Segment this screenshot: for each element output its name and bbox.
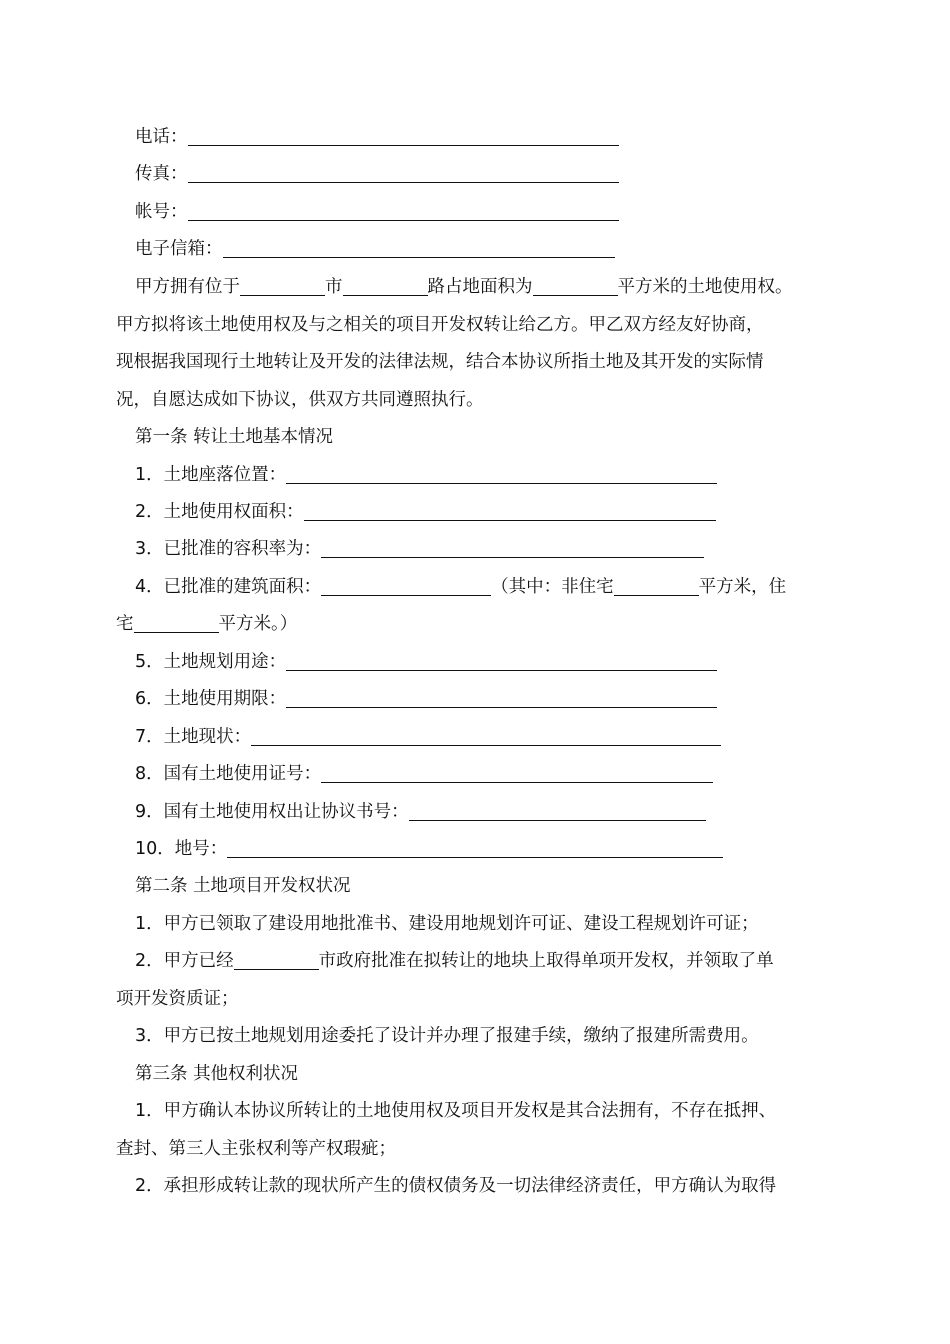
- email-line: [116, 231, 836, 268]
- article-2-item-1: [116, 906, 836, 943]
- article-1-item-4: [116, 569, 836, 606]
- land-area-label: 2．土地使用权面积：: [135, 502, 304, 522]
- article-1-item-3: [116, 531, 836, 568]
- article-2-item-3-text: 3．甲方已按土地规划用途委托了设计并办理了报建手续，缴纳了报建所需费用。: [135, 1026, 759, 1046]
- land-area-blank[interactable]: [304, 498, 716, 521]
- city-blank[interactable]: [240, 273, 325, 296]
- article-1-title: [116, 419, 836, 456]
- article-1-item-9: [116, 794, 836, 831]
- article-3-item-1-text: 1．甲方确认本协议所转让的土地使用权及项目开发权是其合法拥有，不存在抵押、: [135, 1101, 777, 1121]
- land-cert-label: 8．国有土地使用证号：: [135, 764, 322, 784]
- land-term-label: 6．土地使用期限：: [135, 689, 287, 709]
- plot-ratio-blank[interactable]: [321, 535, 704, 558]
- intro-text-1: 甲方拥有位于: [135, 277, 240, 297]
- lot-number-label: 10．地号：: [135, 839, 228, 859]
- intro-text-2: 市: [325, 277, 343, 297]
- article-1-item-7: [116, 719, 836, 756]
- article-2-item-2-text-b: 市政府批准在拟转让的地块上取得单项开发权，并领取了单: [318, 951, 774, 971]
- fax-label: 传真：: [135, 164, 188, 184]
- land-use-blank[interactable]: [286, 648, 717, 671]
- article-2-item-2-text-a: 2．甲方已经: [135, 951, 234, 971]
- lot-number-blank[interactable]: [227, 835, 723, 858]
- email-blank[interactable]: [223, 235, 615, 258]
- land-term-blank[interactable]: [286, 685, 717, 708]
- grant-agreement-label: 9．国有土地使用权出让协议书号：: [135, 802, 409, 822]
- article-1-item-2: [116, 494, 836, 531]
- road-blank[interactable]: [343, 273, 428, 296]
- article-1-item-10: [116, 831, 836, 868]
- article-1-heading: 第一条 转让土地基本情况: [135, 427, 334, 447]
- intro-line-4: 况，自愿达成如下协议，供双方共同遵照执行。: [116, 390, 484, 410]
- phone-line: [116, 119, 836, 156]
- fax-line: [116, 156, 836, 193]
- article-2-item-2: [116, 943, 836, 980]
- phone-blank[interactable]: [188, 123, 619, 146]
- email-label: 电子信箱：: [135, 239, 223, 259]
- land-status-label: 7．土地现状：: [135, 727, 252, 747]
- area-blank[interactable]: [533, 273, 618, 296]
- phone-label: 电话：: [135, 127, 188, 147]
- article-1-item-8: [116, 756, 836, 793]
- fax-blank[interactable]: [188, 160, 619, 183]
- non-residential-blank[interactable]: [614, 573, 699, 596]
- article-2-item-2-cont: 项开发资质证；: [116, 989, 239, 1009]
- plot-ratio-label: 3．已批准的容积率为：: [135, 539, 322, 559]
- grant-agreement-blank[interactable]: [409, 798, 706, 821]
- land-status-blank[interactable]: [251, 723, 721, 746]
- sqm-end-label: 平方米。）: [218, 614, 298, 634]
- building-area-blank[interactable]: [321, 573, 491, 596]
- approving-city-blank[interactable]: [234, 947, 319, 970]
- intro-line-2: 甲方拟将该土地使用权及与之相关的项目开发权转让给乙方。甲乙双方经友好协商，: [116, 315, 764, 335]
- article-1-item-1: [116, 457, 836, 494]
- article-3-item-1-cont: 查封、第三人主张权利等产权瑕疵；: [116, 1139, 396, 1159]
- article-2-item-3: [116, 1018, 836, 1055]
- residential-label: 宅: [116, 614, 134, 634]
- article-3-heading: 第三条 其他权利状况: [135, 1064, 299, 1084]
- article-3-item-1: [116, 1093, 836, 1130]
- article-2-heading: 第二条 土地项目开发权状况: [135, 876, 351, 896]
- building-area-label: 4．已批准的建筑面积：: [135, 577, 322, 597]
- account-blank[interactable]: [188, 198, 619, 221]
- article-1-item-5: [116, 644, 836, 681]
- non-residential-label: （其中：非住宅: [491, 577, 614, 597]
- land-location-blank[interactable]: [286, 461, 717, 484]
- intro-text-4: 平方米的土地使用权。: [617, 277, 793, 297]
- article-2-title: [116, 868, 836, 905]
- article-3-item-2-text: 2．承担形成转让款的现状所产生的债权债务及一切法律经济责任，甲方确认为取得: [135, 1176, 777, 1196]
- article-1-item-4-cont: [116, 606, 836, 643]
- intro-text-3: 路占地面积为: [427, 277, 533, 297]
- article-3-title: [116, 1056, 836, 1093]
- sqm-residential-label: 平方米，住: [698, 577, 787, 597]
- article-3-item-2: [116, 1168, 836, 1205]
- land-use-label: 5．土地规划用途：: [135, 652, 287, 672]
- intro-line-3: 现根据我国现行土地转让及开发的法律法规，结合本协议所指土地及其开发的实际情: [116, 352, 764, 372]
- intro-line-1: [116, 269, 836, 306]
- land-cert-blank[interactable]: [321, 760, 713, 783]
- article-1-item-6: [116, 681, 836, 718]
- article-2-item-1-text: 1．甲方已领取了建设用地批准书、建设用地规划许可证、建设工程规划许可证；: [135, 914, 759, 934]
- account-line: [116, 194, 836, 231]
- land-location-label: 1．土地座落位置：: [135, 465, 287, 485]
- residential-blank[interactable]: [134, 610, 219, 633]
- account-label: 帐号：: [135, 202, 188, 222]
